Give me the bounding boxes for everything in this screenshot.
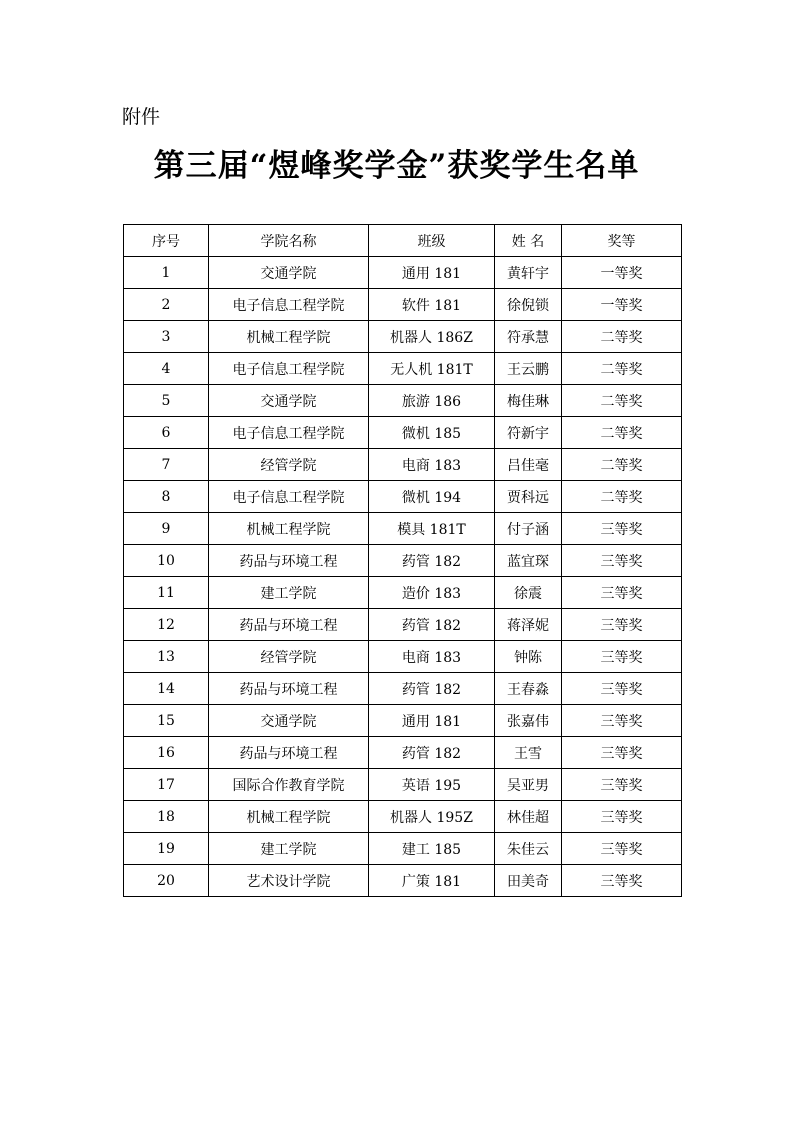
cell-award-level: 三等奖 xyxy=(562,513,682,545)
cell-award-level: 三等奖 xyxy=(562,737,682,769)
cell-student-name: 田美奇 xyxy=(495,865,562,897)
cell-serial-number: 13 xyxy=(124,641,209,673)
header-class: 班级 xyxy=(369,225,495,257)
cell-student-name: 蓝宜琛 xyxy=(495,545,562,577)
header-college-name: 学院名称 xyxy=(209,225,369,257)
cell-student-name: 徐倪锁 xyxy=(495,289,562,321)
cell-student-name: 贾科远 xyxy=(495,481,562,513)
cell-college-name: 交通学院 xyxy=(209,705,369,737)
cell-student-name: 符新宇 xyxy=(495,417,562,449)
table-row xyxy=(124,385,682,417)
cell-college-name: 机械工程学院 xyxy=(209,801,369,833)
cell-award-level: 三等奖 xyxy=(562,577,682,609)
cell-award-level: 三等奖 xyxy=(562,769,682,801)
cell-student-name: 付子涵 xyxy=(495,513,562,545)
cell-award-level: 三等奖 xyxy=(562,705,682,737)
table-row xyxy=(124,705,682,737)
cell-college-name: 经管学院 xyxy=(209,449,369,481)
attachment-label: 附件 xyxy=(122,106,161,128)
cell-serial-number: 10 xyxy=(124,545,209,577)
cell-class: 机器人 186Z xyxy=(369,321,495,353)
cell-award-level: 三等奖 xyxy=(562,641,682,673)
cell-class: 模具 181T xyxy=(369,513,495,545)
cell-student-name: 吴亚男 xyxy=(495,769,562,801)
cell-student-name: 王云鹏 xyxy=(495,353,562,385)
cell-serial-number: 14 xyxy=(124,673,209,705)
cell-college-name: 机械工程学院 xyxy=(209,321,369,353)
cell-student-name: 张嘉伟 xyxy=(495,705,562,737)
cell-college-name: 艺术设计学院 xyxy=(209,865,369,897)
cell-award-level: 三等奖 xyxy=(562,609,682,641)
cell-college-name: 电子信息工程学院 xyxy=(209,481,369,513)
table-row xyxy=(124,833,682,865)
table-row xyxy=(124,513,682,545)
cell-college-name: 电子信息工程学院 xyxy=(209,353,369,385)
cell-award-level: 一等奖 xyxy=(562,257,682,289)
header-award-level: 奖等 xyxy=(562,225,682,257)
cell-award-level: 三等奖 xyxy=(562,545,682,577)
cell-college-name: 交通学院 xyxy=(209,385,369,417)
cell-serial-number: 18 xyxy=(124,801,209,833)
cell-college-name: 药品与环境工程 xyxy=(209,609,369,641)
cell-student-name: 王雪 xyxy=(495,737,562,769)
table-row xyxy=(124,737,682,769)
table-row xyxy=(124,353,682,385)
cell-student-name: 朱佳云 xyxy=(495,833,562,865)
table-row xyxy=(124,545,682,577)
cell-class: 英语 195 xyxy=(369,769,495,801)
cell-award-level: 二等奖 xyxy=(562,481,682,513)
table-row xyxy=(124,609,682,641)
cell-class: 微机 185 xyxy=(369,417,495,449)
table-row xyxy=(124,417,682,449)
cell-student-name: 蒋泽妮 xyxy=(495,609,562,641)
cell-student-name: 梅佳琳 xyxy=(495,385,562,417)
cell-student-name: 吕佳毫 xyxy=(495,449,562,481)
cell-serial-number: 3 xyxy=(124,321,209,353)
cell-serial-number: 17 xyxy=(124,769,209,801)
cell-class: 通用 181 xyxy=(369,257,495,289)
cell-award-level: 三等奖 xyxy=(562,801,682,833)
cell-class: 微机 194 xyxy=(369,481,495,513)
cell-class: 造价 183 xyxy=(369,577,495,609)
cell-serial-number: 6 xyxy=(124,417,209,449)
table-body xyxy=(124,257,682,897)
table-header-row xyxy=(124,225,682,257)
cell-student-name: 徐震 xyxy=(495,577,562,609)
cell-college-name: 交通学院 xyxy=(209,257,369,289)
cell-student-name: 符承慧 xyxy=(495,321,562,353)
cell-college-name: 国际合作教育学院 xyxy=(209,769,369,801)
cell-award-level: 一等奖 xyxy=(562,289,682,321)
cell-serial-number: 12 xyxy=(124,609,209,641)
cell-class: 药管 182 xyxy=(369,673,495,705)
table-row xyxy=(124,257,682,289)
table-row xyxy=(124,769,682,801)
cell-class: 电商 183 xyxy=(369,641,495,673)
cell-serial-number: 7 xyxy=(124,449,209,481)
cell-class: 电商 183 xyxy=(369,449,495,481)
cell-serial-number: 19 xyxy=(124,833,209,865)
table-row xyxy=(124,481,682,513)
cell-award-level: 二等奖 xyxy=(562,449,682,481)
cell-serial-number: 1 xyxy=(124,257,209,289)
table-row xyxy=(124,577,682,609)
cell-award-level: 二等奖 xyxy=(562,321,682,353)
cell-serial-number: 9 xyxy=(124,513,209,545)
header-student-name: 姓 名 xyxy=(495,225,562,257)
cell-class: 药管 182 xyxy=(369,737,495,769)
cell-serial-number: 2 xyxy=(124,289,209,321)
cell-college-name: 电子信息工程学院 xyxy=(209,417,369,449)
cell-college-name: 药品与环境工程 xyxy=(209,545,369,577)
header-serial-number: 序号 xyxy=(124,225,209,257)
table-row xyxy=(124,673,682,705)
cell-class: 无人机 181T xyxy=(369,353,495,385)
cell-class: 通用 181 xyxy=(369,705,495,737)
document-title: 第三届“煜峰奖学金”获奖学生名单 xyxy=(153,148,640,184)
table-row xyxy=(124,321,682,353)
cell-student-name: 黄轩宇 xyxy=(495,257,562,289)
cell-award-level: 二等奖 xyxy=(562,417,682,449)
cell-class: 药管 182 xyxy=(369,609,495,641)
cell-college-name: 机械工程学院 xyxy=(209,513,369,545)
cell-serial-number: 5 xyxy=(124,385,209,417)
cell-class: 广策 181 xyxy=(369,865,495,897)
cell-serial-number: 20 xyxy=(124,865,209,897)
table-row xyxy=(124,289,682,321)
cell-college-name: 经管学院 xyxy=(209,641,369,673)
cell-serial-number: 4 xyxy=(124,353,209,385)
table-row xyxy=(124,865,682,897)
cell-serial-number: 15 xyxy=(124,705,209,737)
table-row xyxy=(124,801,682,833)
cell-college-name: 电子信息工程学院 xyxy=(209,289,369,321)
cell-college-name: 建工学院 xyxy=(209,833,369,865)
cell-class: 建工 185 xyxy=(369,833,495,865)
cell-serial-number: 8 xyxy=(124,481,209,513)
table-row xyxy=(124,641,682,673)
cell-student-name: 林佳超 xyxy=(495,801,562,833)
cell-student-name: 王春淼 xyxy=(495,673,562,705)
award-recipients-table xyxy=(123,224,682,897)
cell-serial-number: 16 xyxy=(124,737,209,769)
cell-class: 旅游 186 xyxy=(369,385,495,417)
cell-award-level: 三等奖 xyxy=(562,833,682,865)
table-row xyxy=(124,449,682,481)
cell-award-level: 二等奖 xyxy=(562,385,682,417)
cell-award-level: 三等奖 xyxy=(562,673,682,705)
cell-class: 机器人 195Z xyxy=(369,801,495,833)
cell-serial-number: 11 xyxy=(124,577,209,609)
cell-class: 软件 181 xyxy=(369,289,495,321)
cell-college-name: 药品与环境工程 xyxy=(209,737,369,769)
cell-student-name: 钟陈 xyxy=(495,641,562,673)
cell-college-name: 建工学院 xyxy=(209,577,369,609)
cell-college-name: 药品与环境工程 xyxy=(209,673,369,705)
cell-award-level: 二等奖 xyxy=(562,353,682,385)
cell-award-level: 三等奖 xyxy=(562,865,682,897)
cell-class: 药管 182 xyxy=(369,545,495,577)
